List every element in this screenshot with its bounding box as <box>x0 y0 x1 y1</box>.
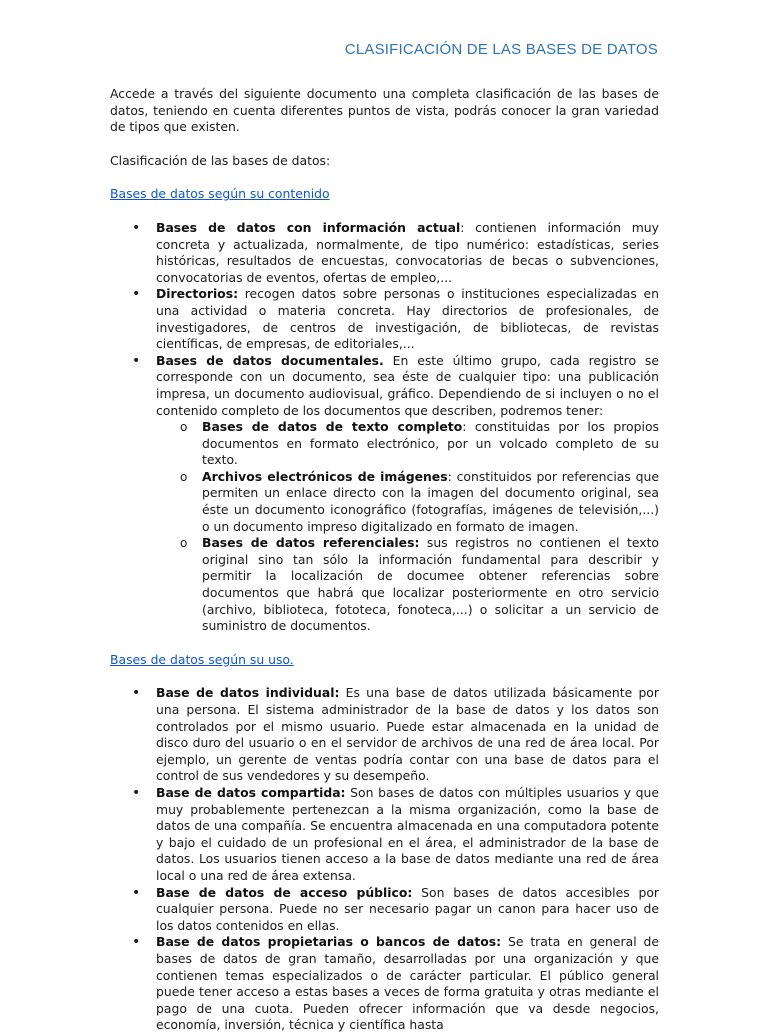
list-item <box>110 220 659 286</box>
section-link-contenido[interactable]: Bases de datos según su contenido <box>110 186 330 202</box>
item-text: Es una base de datos utilizada básicamente por una persona. El sistema administrador de la base de datos y los datos son controlados por el mismo usuario. Puede estar almacenada en la unidad de disco duro del usuario o en el servidor de archivos de una red de área local. Por ejemplo, un gerente de ventas podría contar con una base de datos para el control de sus vendedores y su desempeño. <box>156 685 659 784</box>
item-term: Archivos electrónicos de imágenes <box>202 468 448 484</box>
item-term: Base de datos compartida: <box>156 784 346 800</box>
item-term: Base de datos propietarias o bancos de datos: <box>156 934 502 950</box>
item-text: Son bases de datos con múltiples usuarios y que muy probablemente pertenezcan a la misma organización, como la base de datos de una compañía. Se encuentra almacenada en una computadora potente y bajo el cuidado de un profesional en el área, el administrador de la base de datos. Los usuarios tienen acceso a la base de datos mediante una red de área local o una red de área extensa. <box>156 784 659 883</box>
documentales-sublist <box>156 419 659 635</box>
item-term: Base de datos individual: <box>156 685 340 701</box>
item-text: Son bases de datos accesibles por cualquier persona. Puede no ser necesario pagar un canon para hacer uso de los datos contenidos en ellas. <box>156 884 659 933</box>
sub-list-item <box>156 419 659 469</box>
item-term: Bases de datos documentales. <box>156 352 384 368</box>
sub-list-item <box>156 535 659 635</box>
item-term: Base de datos de acceso público: <box>156 884 413 900</box>
list-item <box>110 353 659 635</box>
item-text: Se trata en general de bases de datos de gran tamaño, desarrolladas por una organización y que contienen temas especializados o de carácter particular. El público general puede tener acceso a estas bases a veces de forma gratuita y otras mediante el pago de una cuota. Pueden ofrecer información que va desde negocios, economía, inversión, técnica y científica hasta <box>156 934 659 1033</box>
intro-paragraph: Accede a través del siguiente documento una completa clasificación de las bases de datos, teniendo en cuenta diferentes puntos de vista, podrás conocer la gran variedad de tipos que existen. <box>110 86 659 135</box>
uso-list <box>110 685 659 1033</box>
contenido-list <box>110 220 659 635</box>
item-term: Bases de datos de texto completo <box>202 419 463 435</box>
item-text: : contienen información muy concreta y actualizada, normalmente, de tipo numérico: estadísticas, series históricas, resultados de encuestas, convocatorias de becas o subvenciones, convocatorias de eventos, ofertas de empleo,... <box>156 219 659 285</box>
item-text: recogen datos sobre personas o instituciones especializadas en una actividad o materia concreta. Hay directorios de profesionales, de investigadores, de centros de investigación, de bibliotecas, de revistas científicas, de empresas, de editoriales,... <box>156 286 659 352</box>
item-text: En este último grupo, cada registro se corresponde con un documento, sea éste de cualquier tipo: una publicación impresa, un documento audiovisual, gráfico. Dependiendo de si incluyen o no el contenido completo de los documentos que describen, podremos tener: <box>156 352 660 418</box>
list-item <box>110 286 659 352</box>
item-term: Directorios: <box>156 286 239 302</box>
list-item <box>110 934 659 1034</box>
item-term: Bases de datos referenciales: <box>202 535 420 551</box>
section-link-uso[interactable]: Bases de datos según su uso. <box>110 651 294 667</box>
item-term: Bases de datos con información actual <box>156 219 461 235</box>
list-item <box>110 685 659 785</box>
document-title: CLASIFICACIÓN DE LAS BASES DE DATOS <box>344 41 658 58</box>
document-body <box>110 86 659 1034</box>
list-item <box>110 785 659 885</box>
lead-paragraph: Clasificación de las bases de datos: <box>110 152 331 168</box>
sub-list-item <box>156 469 659 535</box>
list-item <box>110 885 659 935</box>
item-text: sus registros no contienen el texto original sino tan sólo la información fundamental para describir y permitir la localización de documee obtener referencias sobre documentos que habrá que localizar posteriormente en otro servicio (archivo, biblioteca, fototeca, fonoteca,...) o solicitar a un servicio de suministro de documentos. <box>202 535 660 634</box>
item-text: : constituidas por los propios documentos en formato electrónico, por un volcado completo de su texto. <box>202 419 659 468</box>
item-text: : constituidos por referencias que permiten un enlace directo con la imagen del documento original, sea éste un documento iconográfico (fotografías, imágenes de televisión,...) o un documento impreso digitalizado en formato de imagen. <box>202 468 659 534</box>
